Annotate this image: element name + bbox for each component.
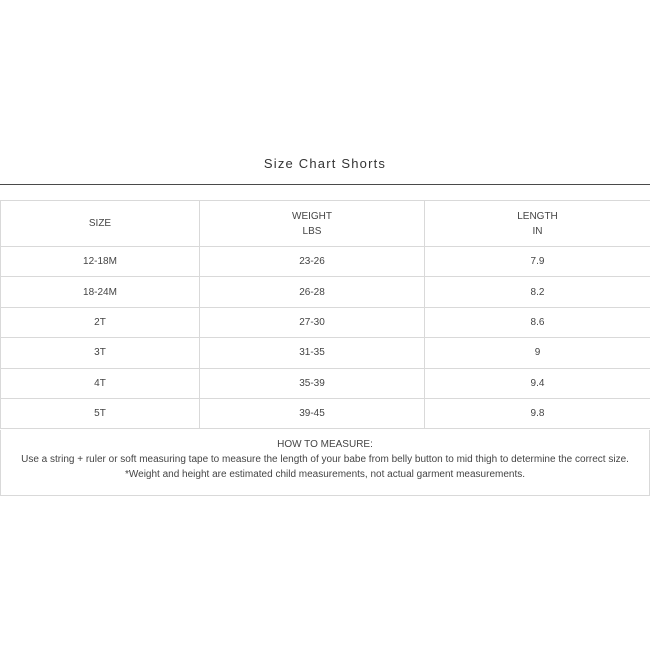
table-row xyxy=(1,338,650,368)
page-title: Size Chart Shorts xyxy=(263,156,387,171)
cell-length: 8.2 xyxy=(425,277,650,307)
cell-size: 4T xyxy=(1,368,200,398)
notes-heading: HOW TO MEASURE: xyxy=(277,439,373,450)
header-length-unit: IN xyxy=(532,225,543,237)
header-weight xyxy=(200,201,425,247)
table-row xyxy=(1,368,650,398)
header-weight-label: WEIGHT xyxy=(292,210,332,222)
measure-notes xyxy=(0,430,650,496)
notes-disclaimer: *Weight and height are estimated child measurements, not actual garment measurements. xyxy=(124,469,526,480)
table-row xyxy=(1,398,650,428)
header-size xyxy=(1,201,200,247)
cell-size: 12-18M xyxy=(1,247,200,277)
table-row xyxy=(1,277,650,307)
table-row xyxy=(1,247,650,277)
table-header-row xyxy=(1,201,650,247)
cell-length: 8.6 xyxy=(425,307,650,337)
header-length xyxy=(425,201,650,247)
cell-size: 5T xyxy=(1,398,200,428)
cell-length: 9 xyxy=(425,338,650,368)
cell-size: 3T xyxy=(1,338,200,368)
header-weight-unit: LBS xyxy=(302,225,322,237)
title-divider xyxy=(0,184,650,185)
cell-weight: 27-30 xyxy=(200,307,425,337)
cell-weight: 26-28 xyxy=(200,277,425,307)
size-chart-table xyxy=(0,200,650,429)
cell-weight: 23-26 xyxy=(200,247,425,277)
cell-weight: 35-39 xyxy=(200,368,425,398)
cell-size: 2T xyxy=(1,307,200,337)
header-size-label: SIZE xyxy=(88,218,112,229)
cell-size: 18-24M xyxy=(1,277,200,307)
cell-length: 7.9 xyxy=(425,247,650,277)
cell-weight: 39-45 xyxy=(200,398,425,428)
table-row xyxy=(1,307,650,337)
notes-instruction: Use a string + ruler or soft measuring tape to measure the length of your babe from belly button to mid thigh to determine the correct size. xyxy=(21,454,629,465)
header-length-label: LENGTH xyxy=(517,210,558,222)
cell-weight: 31-35 xyxy=(200,338,425,368)
cell-length: 9.8 xyxy=(425,398,650,428)
cell-length: 9.4 xyxy=(425,368,650,398)
